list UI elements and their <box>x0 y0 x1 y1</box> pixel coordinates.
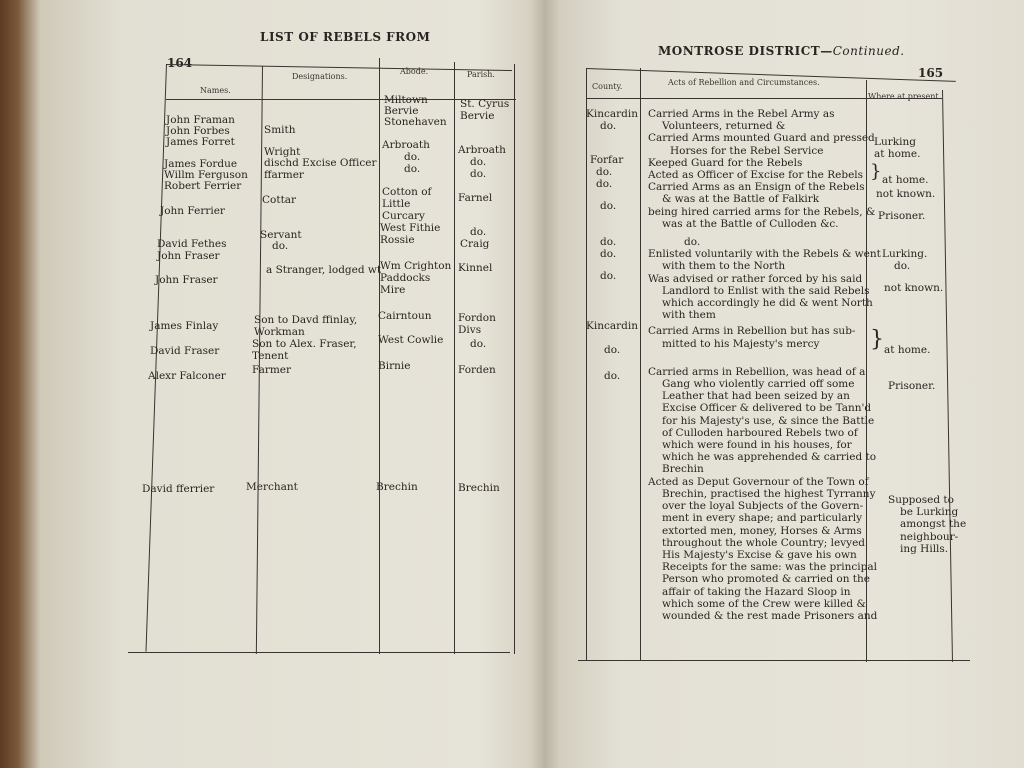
name-cell: Robert Ferrier <box>164 180 242 192</box>
right-page-title-continued: Continued. <box>832 44 905 58</box>
table-left-rule <box>145 64 167 652</box>
brace-mark: } <box>870 327 884 352</box>
header-acts: Acts of Rebellion and Circumstances. <box>668 78 820 87</box>
designation-cell: Son to Davd ffinlay, Workman <box>254 314 358 339</box>
abode-cell: Cairntoun <box>378 310 432 322</box>
county-cell: Forfar <box>590 154 624 166</box>
designation-cell: Merchant <box>246 481 298 493</box>
right-page <box>548 0 1024 768</box>
table-bottom-rule <box>578 660 970 661</box>
parish-cell: Bervie <box>460 110 495 122</box>
county-cell: do. <box>600 120 617 132</box>
right-page-title-main: MONTROSE DISTRICT— <box>658 44 833 58</box>
acts-text: Carried Arms in the Rebel Army as Volunteers, returned & Carried Arms mounted Guard and pressed Horses for the Rebel Service Keeped Guard for the Rebels Acted as Officer of Excise for the Rebels Carried Arms as an Ensign of the Rebels & was at the Battle of Falkirk being hired carried arms for the Rebels, & was at the Battle of Culloden &c. do. Enlisted voluntarily with the Rebels & went with them to the North Was advised or rather forced by his said Landlord to Enlist with the said Rebels which accordingly he did & went North with them Carried Arms in Rebellion but has sub- mitted to his Majesty's mercy Carried arms in Rebellion, was head of a Gang who violently carried off some Leather that had been seized by an Excise Officer & delivered to be Tann'd for his Majesty's use, & since the Battle of Culloden harboured Rebels two of which were found in his houses, for which he was apprehended & carried to Brechin Acted as Deput Governour of the Town of Brechin, practised the highest Tyrranny over the loyal Subjects of the Govern- ment in every shape; and particularly extorted men, money, Horses & Arms throughout the whole Country; levyed His Majesty's Excise & gave his own Receipts for the same: was the principal Person who promoted & carried on the affair of taking the Hazard Sloop in which some of the Crew were killed & wounded & the rest made Prisoners and <box>648 108 881 622</box>
name-cell: James Fordue <box>164 158 238 170</box>
abode-cell: Bervie <box>384 105 419 117</box>
where-cell: at home. <box>882 174 929 186</box>
abode-cell: Birnie <box>378 360 411 372</box>
parish-cell: Fordon Divs <box>458 312 496 337</box>
where-cell: not known. <box>884 282 944 294</box>
designation-cell: Wright <box>264 146 301 158</box>
where-cell: not known. <box>876 188 936 200</box>
header-parish: Parish. <box>467 70 495 79</box>
where-cell: Prisoner. <box>878 210 926 222</box>
table-right-rule <box>942 90 953 662</box>
name-cell: John Ferrier <box>160 205 225 217</box>
designation-cell: dischd Excise Officer <box>264 157 377 169</box>
county-cell: do. <box>604 344 621 356</box>
abode-cell: Cotton of Little Curcary <box>382 186 432 223</box>
abode-cell: Brechin <box>376 481 418 493</box>
where-note: Supposed to be Lurking amongst the neighbour- ing Hills. <box>888 494 967 555</box>
where-cell: at home. <box>884 344 931 356</box>
header-names: Names. <box>200 86 231 95</box>
name-cell: David fferrier <box>142 483 215 495</box>
name-cell: John Framan <box>166 114 235 126</box>
designation-cell: Cottar <box>262 194 297 206</box>
table-top-rule <box>166 64 512 71</box>
header-where: Where at present. <box>868 92 942 101</box>
brace-mark: } <box>870 161 882 182</box>
where-cell: at home. <box>874 148 921 160</box>
left-page-number: 164 <box>167 56 193 70</box>
where-cell: Lurking <box>874 136 916 148</box>
county-cell: do. <box>600 248 617 260</box>
name-cell: John Fraser <box>155 274 218 286</box>
county-cell: do. <box>604 370 621 382</box>
abode-cell: Miltown <box>384 94 428 106</box>
left-page <box>20 0 540 768</box>
county-cell: do. <box>600 200 617 212</box>
county-cell: do. <box>600 236 617 248</box>
county-cell: Kincardin <box>586 108 638 120</box>
county-cell: do. <box>596 166 613 178</box>
abode-cell: do. <box>404 163 421 175</box>
table-right-rule <box>514 64 515 654</box>
abode-cell: West Fithie <box>380 222 441 234</box>
left-page-title: LIST OF REBELS FROM <box>260 30 431 44</box>
parish-cell: do. <box>470 168 487 180</box>
where-cell: Prisoner. <box>888 380 936 392</box>
header-designations: Designations. <box>292 72 348 81</box>
abode-cell: do. <box>404 151 421 163</box>
parish-cell: Arbroath <box>458 144 506 156</box>
abode-cell: Rossie <box>380 234 415 246</box>
abode-cell: Wm Crighton Paddocks Mire <box>380 260 452 297</box>
designation-cell: Son to Alex. Fraser, Tenent <box>252 338 357 363</box>
right-page-number: 165 <box>918 66 944 80</box>
header-county: County. <box>592 82 623 91</box>
name-cell: David Fethes <box>157 238 227 250</box>
designation-cell: Farmer <box>252 364 292 376</box>
designation-cell: a Stranger, lodged wt <box>266 264 382 276</box>
parish-cell: St. Cyrus <box>460 98 510 110</box>
county-cell: do. <box>600 270 617 282</box>
where-cell: do. <box>894 260 911 272</box>
abode-cell: West Cowlie <box>378 334 444 346</box>
table-bottom-rule <box>128 652 510 653</box>
right-page-title <box>658 44 905 58</box>
designation-cell: do. <box>272 240 289 252</box>
name-cell: James Finlay <box>150 320 219 332</box>
designation-cell: Smith <box>264 124 296 136</box>
name-cell: John Forbes <box>166 125 230 137</box>
where-cell: Lurking. <box>882 248 928 260</box>
abode-cell: Stonehaven <box>384 116 447 128</box>
parish-cell: Farnel <box>458 192 493 204</box>
parish-cell: do. <box>470 226 487 238</box>
parish-cell: Craig <box>460 238 490 250</box>
column-rule <box>379 58 380 654</box>
name-cell: James Forret <box>166 136 235 148</box>
column-rule <box>640 68 641 660</box>
name-cell: David Fraser <box>150 345 220 357</box>
parish-cell: Forden <box>458 364 496 376</box>
parish-cell: do. <box>470 156 487 168</box>
name-cell: Alexr Falconer <box>148 370 226 382</box>
designation-cell: ffarmer <box>264 169 304 181</box>
name-cell: Willm Ferguson <box>164 169 248 181</box>
column-rule <box>454 62 455 654</box>
abode-cell: Arbroath <box>382 139 430 151</box>
county-cell: Kincardin <box>586 320 638 332</box>
parish-cell: do. <box>470 338 487 350</box>
county-cell: do. <box>596 178 613 190</box>
table-left-rule <box>586 68 587 660</box>
name-cell: John Fraser <box>157 250 220 262</box>
header-abode: Abode. <box>400 67 429 76</box>
parish-cell: Kinnel <box>458 262 493 274</box>
designation-cell: Servant <box>260 229 302 241</box>
parish-cell: Brechin <box>458 482 500 494</box>
